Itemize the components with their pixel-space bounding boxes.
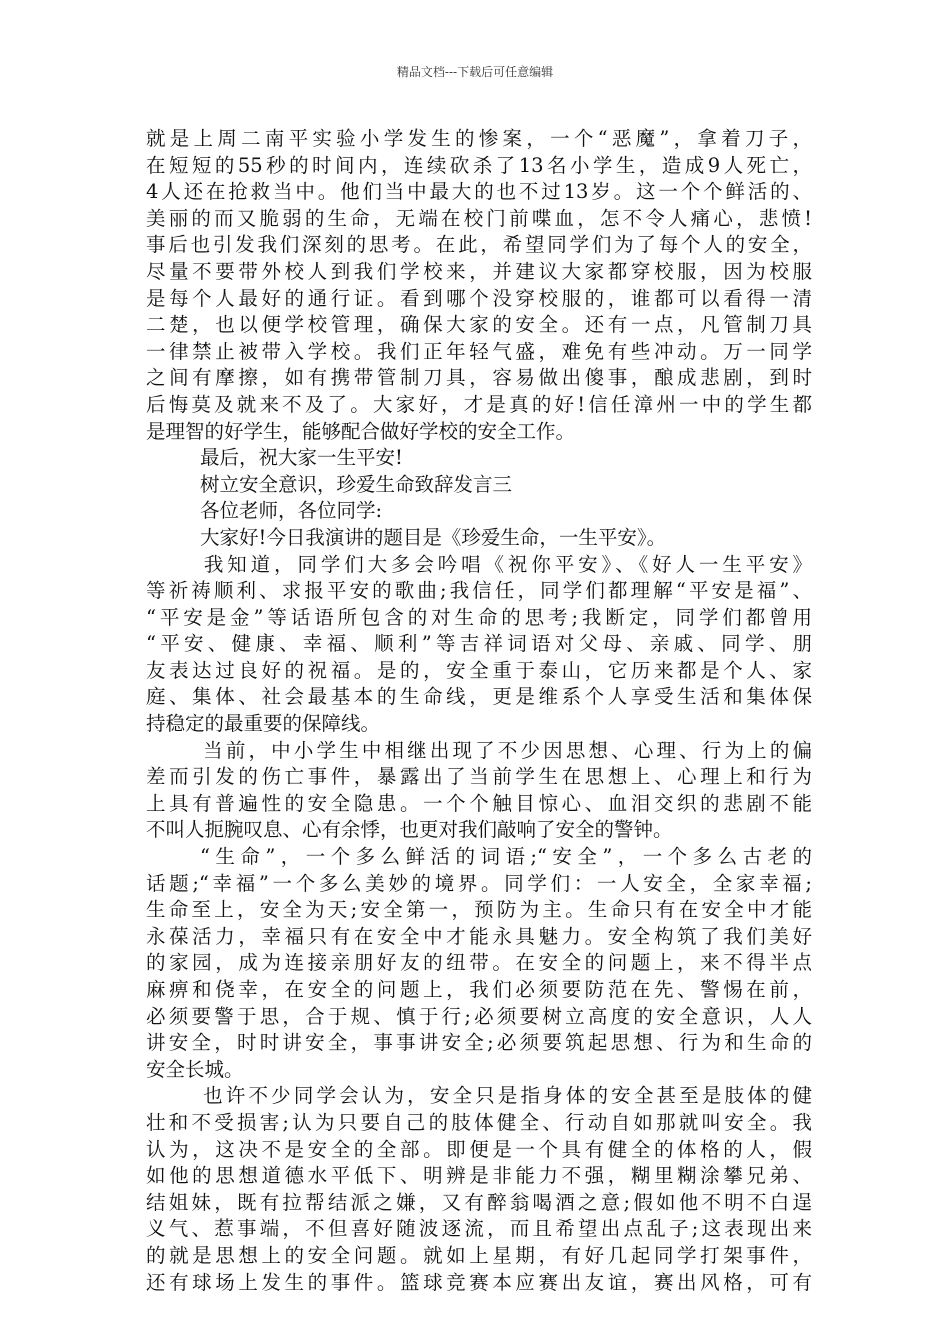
line-text: 结姐妹，既有拉帮结派之嫌，又有醉翁喝酒之意;假如他不明不白逞 — [146, 1190, 812, 1214]
line-text: “生命”，一个多么鲜活的词语;“安全”，一个多么古老的 — [200, 845, 812, 869]
text-line — [146, 578, 812, 605]
text-line — [146, 817, 812, 844]
line-text: 4人还在抢救当中。他们当中最大的也不过13岁。这一个个鲜活的、 — [146, 180, 812, 204]
line-text: 差而引发的伤亡事件，暴露出了当前学生在思想上、心理上和行为 — [146, 765, 812, 789]
document-body — [146, 126, 812, 1296]
text-line — [146, 1083, 812, 1110]
text-line — [146, 764, 812, 791]
text-line — [146, 232, 812, 259]
text-line — [146, 1057, 812, 1084]
line-text: 尽量不要带外校人到我们学校来，并建议大家都穿校服，因为校服 — [146, 259, 812, 283]
line-text: 不叫人扼腕叹息、心有余悸，也更对我们敲响了安全的警钟。 — [146, 818, 673, 842]
text-line — [146, 1190, 812, 1217]
text-line — [146, 206, 812, 233]
paragraph — [146, 498, 812, 525]
text-line — [146, 950, 812, 977]
line-text: 各位老师，各位同学: — [200, 499, 383, 523]
text-line — [146, 711, 812, 738]
line-text: 树立安全意识，珍爱生命致辞发言三 — [200, 472, 513, 496]
text-line — [146, 791, 812, 818]
text-line — [146, 1243, 812, 1270]
line-text: 麻痹和侥幸，在安全的问题上，我们必须要防范在先、警惕在前， — [146, 978, 812, 1001]
line-text: 我知道，同学们大多会吟唱《祝你平安》、《好人一生平安》 — [200, 552, 812, 576]
text-line — [146, 286, 812, 313]
paragraph — [146, 126, 812, 445]
text-line — [146, 392, 812, 419]
text-line — [146, 738, 812, 765]
line-text: 永葆活力，幸福只有在安全中才能永具魅力。安全构筑了我们美好 — [146, 924, 812, 948]
text-line — [146, 844, 812, 871]
line-text: 也许不少同学会认为，安全只是指身体的安全甚至是肢体的健 — [200, 1084, 812, 1108]
line-text: 大家好!今日我演讲的题目是《珍爱生命，一生平安》。 — [200, 525, 667, 549]
text-line — [146, 684, 812, 711]
line-text: 事后也引发我们深刻的思考。在此，希望同学们为了每个人的安全， — [146, 233, 812, 257]
line-text: “平安是金”等话语所包含的对生命的思考;我断定，同学们都曾用 — [146, 605, 812, 629]
line-text: 必须要警于思，合于规、慎于行;必须要树立高度的安全意识，人人 — [146, 1004, 812, 1028]
paragraph — [146, 445, 812, 472]
line-text: 二楚，也以便学校管理，确保大家的安全。还有一点，凡管制刀具 — [146, 313, 812, 337]
text-line — [146, 1110, 812, 1137]
text-line — [146, 1216, 812, 1243]
text-line — [146, 153, 812, 180]
text-line — [146, 472, 812, 499]
text-line — [146, 658, 812, 685]
text-line — [146, 525, 812, 552]
line-text: 一律禁止被带入学校。我们正年轻气盛，难免有些冲动。万一同学 — [146, 339, 812, 363]
paragraph — [146, 844, 812, 1083]
text-line — [146, 897, 812, 924]
line-text: 是理智的好学生，能够配合做好学校的安全工作。 — [146, 419, 576, 443]
text-line — [146, 924, 812, 951]
line-text: 就是上周二南平实验小学发生的惨案，一个“恶魔”，拿着刀子， — [146, 127, 812, 150]
text-line — [146, 445, 812, 472]
paragraph — [146, 552, 812, 738]
line-text: 上具有普遍性的安全隐患。一个个触目惊心、血泪交织的悲剧不能 — [146, 791, 812, 815]
text-line — [146, 977, 812, 1004]
line-text: 后悔莫及就来不及了。大家好，才是真的好!信任漳州一中的学生都 — [146, 392, 812, 416]
line-text: 美丽的而又脆弱的生命，无端在校门前喋血，怎不令人痛心，悲愤! — [146, 206, 812, 230]
text-line — [146, 419, 812, 446]
text-line — [146, 312, 812, 339]
text-line — [146, 605, 812, 632]
text-line — [146, 1137, 812, 1164]
line-text: 义气、惹事端，不但喜好随波逐流，而且希望出点乱子;这表现出来 — [146, 1217, 812, 1241]
line-text: 在短短的55秒的时间内，连续砍杀了13名小学生，造成9人死亡， — [146, 153, 812, 177]
text-line — [146, 498, 812, 525]
line-text: 友表达过良好的祝福。是的，安全重于泰山，它历来都是个人、家 — [146, 658, 812, 682]
line-text: 最后，祝大家一生平安! — [200, 446, 403, 470]
paragraph — [146, 525, 812, 552]
line-text: 持稳定的最重要的保障线。 — [146, 712, 381, 736]
line-text: 如他的思想道德水平低下、明辨是非能力不强，糊里糊涂攀兄弟、 — [146, 1164, 812, 1188]
line-text: 庭、集体、社会最基本的生命线，更是维系个人享受生活和集体保 — [146, 685, 812, 709]
text-line — [146, 339, 812, 366]
line-text: 是每个人最好的通行证。看到哪个没穿校服的，谁都可以看得一清 — [146, 286, 812, 310]
text-line — [146, 179, 812, 206]
line-text: 当前，中小学生中相继出现了不少因思想、心理、行为上的偏 — [200, 738, 812, 762]
paragraph — [146, 472, 812, 499]
line-text: 讲安全，时时讲安全，事事讲安全;必须要筑起思想、行为和生命的 — [146, 1031, 812, 1055]
line-text: 安全长城。 — [146, 1057, 244, 1081]
line-text: 之间有摩擦，如有携带管制刀具，容易做出傻事，酿成悲剧，到时 — [146, 366, 812, 390]
line-text: 生命至上，安全为天;安全第一，预防为主。生命只有在安全中才能 — [146, 898, 812, 922]
page-header: 精品文档---下载后可任意编辑 — [396, 65, 554, 79]
paragraph — [146, 1083, 812, 1296]
text-line — [146, 1030, 812, 1057]
line-text: 话题;“幸福”一个多么美妙的境界。同学们：一人安全，全家幸福; — [146, 871, 812, 895]
text-line — [146, 552, 812, 579]
text-line — [146, 1270, 812, 1297]
text-line — [146, 259, 812, 286]
text-line — [146, 126, 812, 153]
text-line — [146, 871, 812, 898]
line-text: 等祈祷顺利、求报平安的歌曲;我信任，同学们都理解“平安是福”、 — [146, 579, 812, 603]
text-line — [146, 1004, 812, 1031]
line-text: 壮和不受损害;认为只要自己的肢体健全、行动自如那就叫安全。我 — [146, 1110, 812, 1134]
line-text: “平安、健康、幸福、顺利”等吉祥词语对父母、亲戚、同学、朋 — [146, 632, 812, 656]
paragraph — [146, 738, 812, 844]
line-text: 的就是思想上的安全问题。就如上星期，有好几起同学打架事件， — [146, 1243, 812, 1267]
line-text: 的家园，成为连接亲朋好友的纽带。在安全的问题上，来不得半点 — [146, 951, 812, 975]
line-text: 认为，这决不是安全的全部。即便是一个具有健全的体格的人，假 — [146, 1137, 812, 1161]
line-text: 还有球场上发生的事件。篮球竞赛本应赛出友谊，赛出风格，可有 — [146, 1270, 812, 1294]
text-line — [146, 631, 812, 658]
text-line — [146, 365, 812, 392]
text-line — [146, 1163, 812, 1190]
